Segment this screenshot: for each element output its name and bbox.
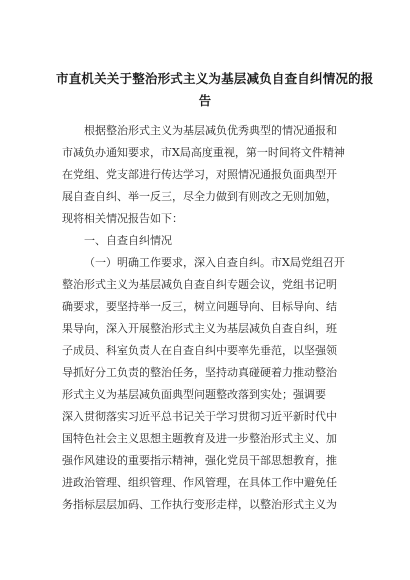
document-title-line: 市直机关关于整治形式主义为基层减负自查自纠情况的报 <box>56 71 374 86</box>
paragraph-line: 根据整治形式主义为基层减负优秀典型的情况通报和 <box>84 124 337 137</box>
paragraph-line: 深入贯彻落实习近平总书记关于学习贯彻习近平新时代中 <box>62 410 337 423</box>
paragraph-line: 务指标层层加码、工作执行变形走样，以整治形式主义为 <box>62 498 337 511</box>
paragraph-line: 强作风建设的重要指示精神，强化党员干部思想教育，推 <box>62 454 337 467</box>
paragraph-line: 在党组、党支部进行传达学习，对照情况通报负面典型开 <box>62 168 337 181</box>
subsection-paragraph <box>62 252 352 516</box>
paragraph-line: 导抓好分工负责的整治任务，坚持动真碰硬着力推动整治 <box>62 366 337 379</box>
section-heading <box>62 230 352 252</box>
paragraph-line: 现将相关情况报告如下： <box>62 212 183 225</box>
paragraph-line: 整治形式主义为基层减负自查自纠专题会议，党组书记明 <box>62 278 337 291</box>
paragraph-line: 果导向，深入开展整治形式主义为基层减负自查自纠，班 <box>62 322 337 335</box>
paragraph-line: （一）明确工作要求，深入自查自纠。市X局党组召开 <box>84 256 345 269</box>
document-title <box>56 68 374 112</box>
paragraph-line: 展自查自纠、举一反三，尽全力做到有则改之无则加勉， <box>62 190 337 203</box>
paragraph-line: 国特色社会主义思想主题教育及进一步整治形式主义、加 <box>62 432 337 445</box>
document-title-line: 告 <box>198 93 212 108</box>
paragraph-line: 子成员、科室负责人在自查自纠中要率先垂范，以坚强领 <box>62 344 337 357</box>
section-heading-line: 一、自查自纠情况 <box>84 234 172 247</box>
intro-paragraph <box>62 120 352 230</box>
paragraph-line: 确要求，要坚持举一反三，树立问题导向、目标导向、结 <box>62 300 337 313</box>
document-body <box>62 120 352 516</box>
paragraph-line: 市减负办通知要求，市X局高度重视，第一时间将文件精神 <box>62 146 345 159</box>
paragraph-line: 形式主义为基层减负面典型问题整改落到实处；强调要 <box>62 388 326 401</box>
paragraph-line: 进政治管理、组织管理、作风管理，在具体工作中避免任 <box>62 476 337 489</box>
